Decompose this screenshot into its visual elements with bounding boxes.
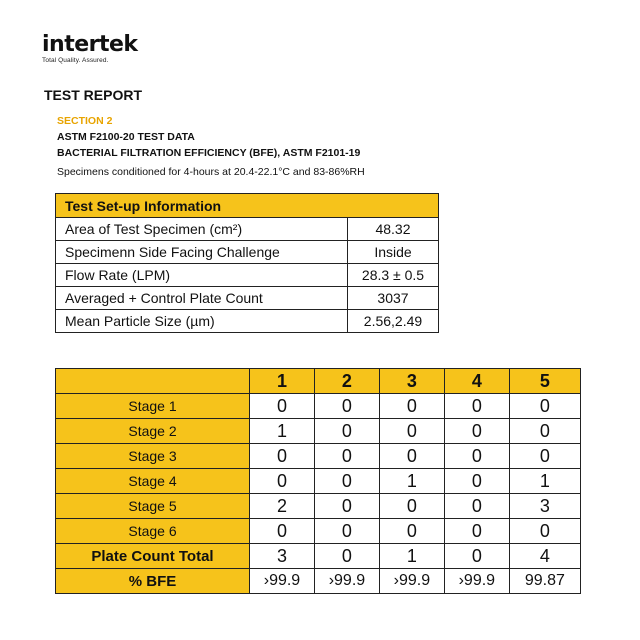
setup-row — [56, 264, 439, 287]
column-header: 4 — [444, 369, 509, 394]
setup-value: 28.3 ± 0.5 — [348, 264, 439, 287]
bfe-value: ›99.9 — [444, 569, 509, 594]
plate-count-total-value: 3 — [250, 544, 315, 569]
bfe-value: ›99.9 — [250, 569, 315, 594]
stage-count: 0 — [444, 444, 509, 469]
bfe-label: % BFE — [56, 569, 250, 594]
stage-count: 0 — [314, 469, 379, 494]
stage-count: 0 — [250, 519, 315, 544]
stage-row — [56, 394, 581, 419]
stage-count: 0 — [509, 394, 580, 419]
setup-label: Flow Rate (LPM) — [56, 264, 348, 287]
intertek-logo — [42, 34, 138, 64]
stage-count: 0 — [509, 419, 580, 444]
stage-count: 0 — [250, 394, 315, 419]
setup-label: Specimenn Side Facing Challenge — [56, 241, 348, 264]
stage-count: 1 — [509, 469, 580, 494]
stage-count: 0 — [379, 519, 444, 544]
bfe-row — [56, 569, 581, 594]
section-label: SECTION 2 — [57, 115, 113, 127]
setup-row — [56, 218, 439, 241]
stage-count: 0 — [444, 419, 509, 444]
conditioning-note: Specimens conditioned for 4-hours at 20.4-22.1°C and 83-86%RH — [57, 166, 365, 178]
stage-row — [56, 519, 581, 544]
column-header: 3 — [379, 369, 444, 394]
test-data-heading: ASTM F2100-20 TEST DATA — [57, 131, 195, 143]
stage-count: 0 — [379, 494, 444, 519]
stage-row — [56, 494, 581, 519]
stage-count: 1 — [250, 419, 315, 444]
column-header: 5 — [509, 369, 580, 394]
stage-count: 0 — [379, 419, 444, 444]
setup-value: Inside — [348, 241, 439, 264]
setup-value: 3037 — [348, 287, 439, 310]
plate-count-total-value: 0 — [314, 544, 379, 569]
plate-count-total-value: 4 — [509, 544, 580, 569]
plate-count-total-value: 0 — [444, 544, 509, 569]
setup-label: Mean Particle Size (µm) — [56, 310, 348, 333]
setup-label: Area of Test Specimen (cm²) — [56, 218, 348, 241]
plate-count-total-value: 1 — [379, 544, 444, 569]
stage-count: 0 — [444, 519, 509, 544]
bfe-value: ›99.9 — [314, 569, 379, 594]
column-header-row — [56, 369, 581, 394]
column-header: 2 — [314, 369, 379, 394]
stage-count: 0 — [379, 444, 444, 469]
stage-label: Stage 1 — [56, 394, 250, 419]
stage-label: Stage 4 — [56, 469, 250, 494]
stage-count: 0 — [314, 519, 379, 544]
stage-count: 0 — [250, 444, 315, 469]
stage-label: Stage 3 — [56, 444, 250, 469]
bfe-value: ›99.9 — [379, 569, 444, 594]
bfe-heading: BACTERIAL FILTRATION EFFICIENCY (BFE), ASTM F2101-19 — [57, 147, 361, 159]
setup-row — [56, 310, 439, 333]
stage-count: 0 — [509, 519, 580, 544]
stage-label: Stage 6 — [56, 519, 250, 544]
logo-tagline: Total Quality. Assured. — [42, 57, 109, 64]
setup-info-table — [55, 193, 439, 333]
stage-row — [56, 419, 581, 444]
stage-count: 0 — [444, 469, 509, 494]
setup-row — [56, 241, 439, 264]
stage-row — [56, 469, 581, 494]
stage-count: 0 — [250, 469, 315, 494]
stage-count: 0 — [444, 394, 509, 419]
stage-count: 0 — [314, 394, 379, 419]
stage-count: 0 — [314, 444, 379, 469]
stage-count: 0 — [314, 494, 379, 519]
stage-count: 0 — [509, 444, 580, 469]
setup-header-row — [56, 194, 439, 218]
stage-count: 3 — [509, 494, 580, 519]
setup-label: Averaged + Control Plate Count — [56, 287, 348, 310]
stage-label: Stage 5 — [56, 494, 250, 519]
stage-count: 0 — [379, 394, 444, 419]
stage-results-table — [55, 368, 581, 594]
corner-cell — [56, 369, 250, 394]
stage-count: 1 — [379, 469, 444, 494]
bfe-value: 99.87 — [509, 569, 580, 594]
setup-header: Test Set-up Information — [56, 194, 439, 218]
setup-row — [56, 287, 439, 310]
stage-count: 2 — [250, 494, 315, 519]
setup-value: 48.32 — [348, 218, 439, 241]
stage-count: 0 — [444, 494, 509, 519]
plate-count-total-row — [56, 544, 581, 569]
stage-label: Stage 2 — [56, 419, 250, 444]
stage-count: 0 — [314, 419, 379, 444]
stage-row — [56, 444, 581, 469]
column-header: 1 — [250, 369, 315, 394]
report-title: TEST REPORT — [44, 87, 143, 103]
setup-value: 2.56,2.49 — [348, 310, 439, 333]
plate-count-total-label: Plate Count Total — [56, 544, 250, 569]
logo-wordmark: intertek — [42, 32, 138, 57]
